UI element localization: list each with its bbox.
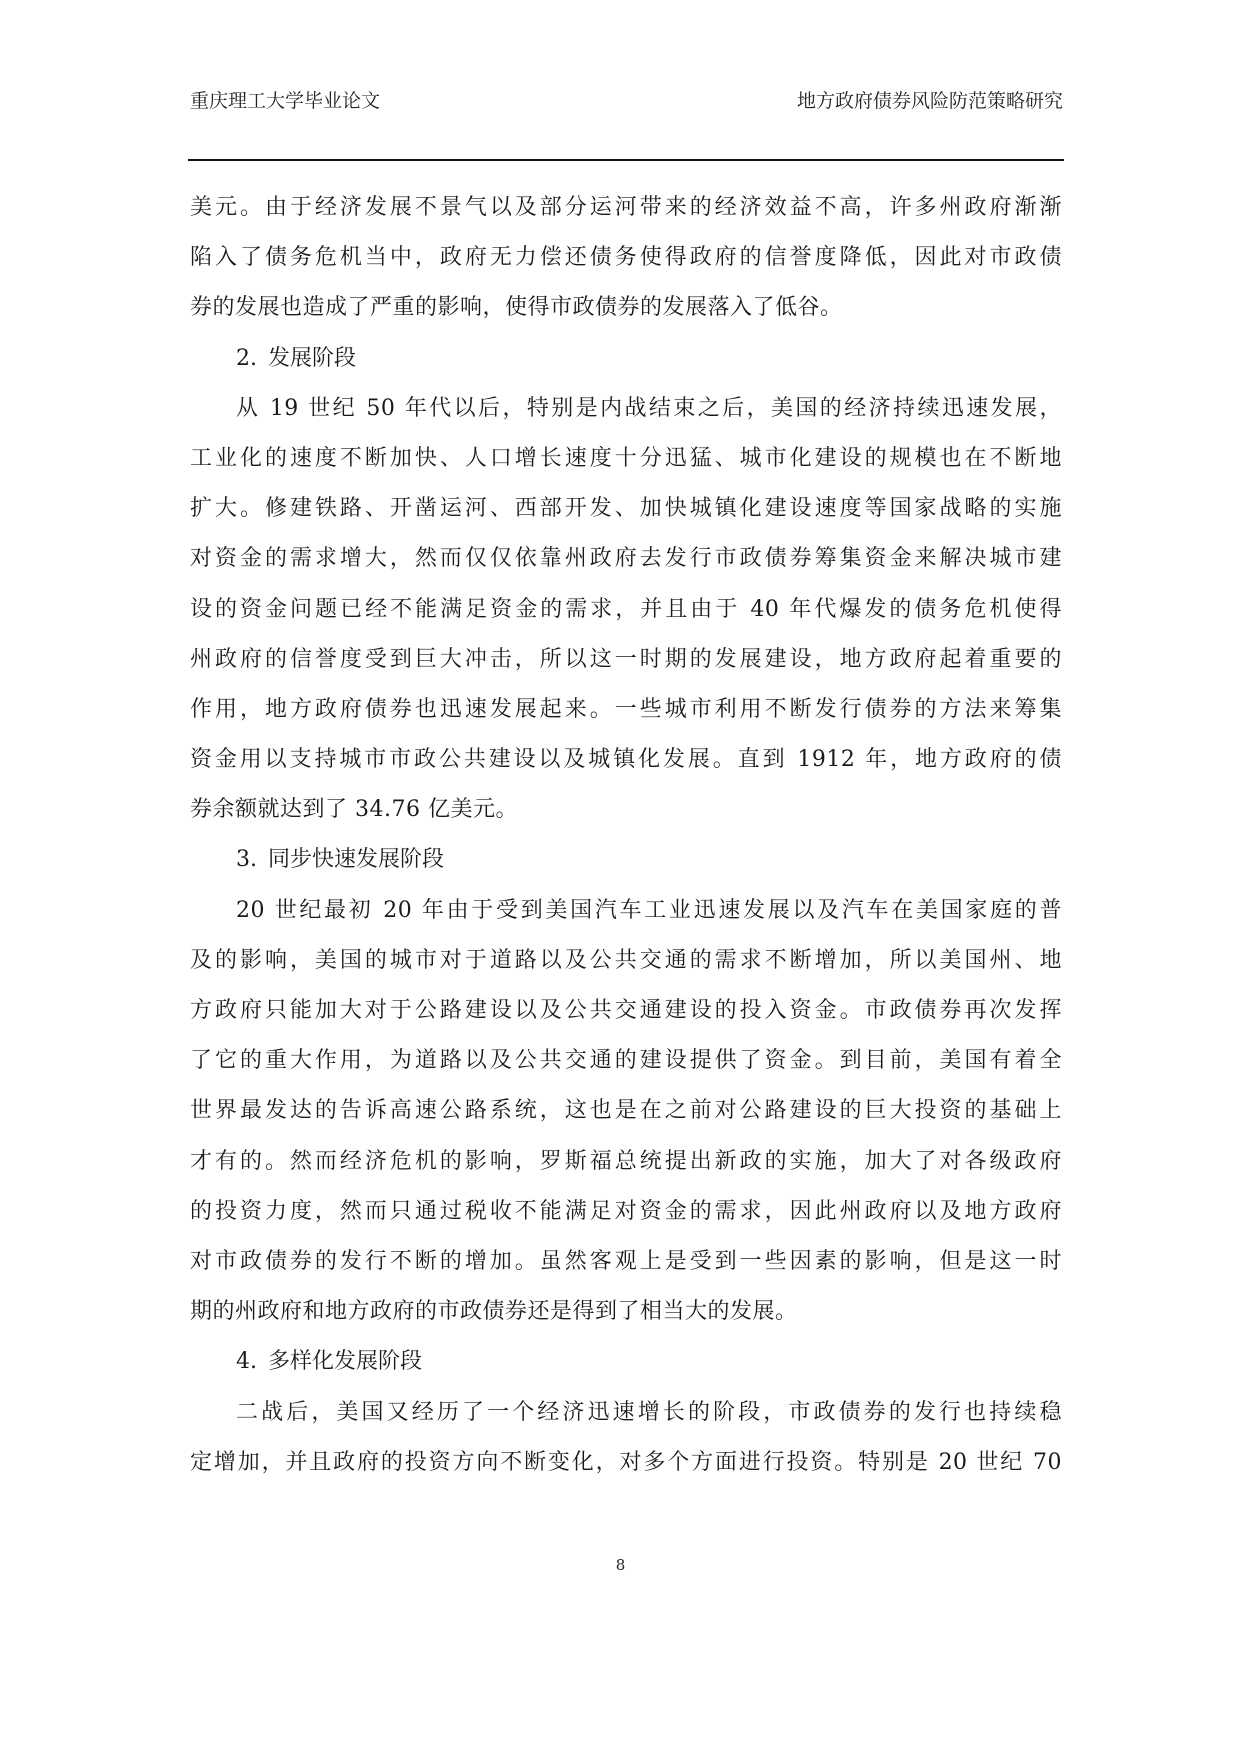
text-line: 设的资金问题已经不能满足资金的需求，并且由于 40 年代爆发的债务危机使得 xyxy=(190,596,1062,622)
text-line: 及的影响，美国的城市对于道路以及公共交通的需求不断增加，所以美国州、地 xyxy=(190,947,1062,973)
page-number: 8 xyxy=(615,1556,626,1574)
text-line: 券的发展也造成了严重的影响，使得市政债券的发展落入了低谷。 xyxy=(190,295,843,321)
text-line: 作用，地方政府债券也迅速发展起来。一些城市利用不断发行债券的方法来筹集 xyxy=(190,696,1062,722)
body-text xyxy=(190,183,1062,1488)
text-line: 方政府只能加大对于公路建设以及公共交通建设的投入资金。市政债券再次发挥 xyxy=(190,998,1062,1023)
paragraph-development-stage xyxy=(190,384,1062,836)
page-header xyxy=(190,86,1063,116)
header-paper-title: 地方政府债券风险防范策略研究 xyxy=(796,90,1063,112)
section-heading-2 xyxy=(190,334,1062,384)
text-line: 州政府的信誉度受到巨大冲击，所以这一时期的发展建设，地方政府起着重要的 xyxy=(190,646,1062,672)
text-line: 美元。由于经济发展不景气以及部分运河带来的经济效益不高，许多州政府渐渐 xyxy=(190,195,1062,220)
paragraph-diversified-development xyxy=(190,1388,1062,1488)
heading-number: 3. xyxy=(236,847,257,873)
section-heading-3 xyxy=(190,835,1062,885)
text-line: 陷入了债务危机当中，政府无力偿还债务使得政府的信誉度降低，因此对市政债 xyxy=(190,245,1062,271)
text-line: 券余额就达到了 34.76 亿美元。 xyxy=(190,797,518,823)
text-line: 世界最发达的告诉高速公路系统，这也是在之前对公路建设的巨大投资的基础上 xyxy=(190,1098,1062,1124)
text-line: 定增加，并且政府的投资方向不断变化，对多个方面进行投资。特别是 20 世纪 70 xyxy=(190,1449,1062,1475)
paragraph-rapid-development xyxy=(190,886,1062,1338)
heading-number: 2. xyxy=(236,345,257,371)
text-line: 扩大。修建铁路、开凿运河、西部开发、加快城镇化建设速度等国家战略的实施 xyxy=(190,496,1062,522)
text-line: 对资金的需求增大，然而仅仅依靠州政府去发行市政债券筹集资金来解决城市建 xyxy=(190,546,1062,572)
section-heading-4 xyxy=(190,1337,1062,1387)
text-line: 对市政债券的发行不断的增加。虽然客观上是受到一些因素的影响，但是这一时 xyxy=(190,1248,1062,1274)
heading-number: 4. xyxy=(236,1349,257,1375)
text-line: 才有的。然而经济危机的影响，罗斯福总统提出新政的实施，加大了对各级政府 xyxy=(190,1148,1062,1174)
text-line: 20 世纪最初 20 年由于受到美国汽车工业迅速发展以及汽车在美国家庭的普 xyxy=(236,897,1062,923)
header-thesis-title: 重庆理工大学毕业论文 xyxy=(190,90,381,112)
text-line: 期的州政府和地方政府的市政债券还是得到了相当大的发展。 xyxy=(190,1299,798,1325)
paragraph-continuation xyxy=(190,183,1062,334)
text-line: 从 19 世纪 50 年代以后，特别是内战结束之后，美国的经济持续迅速发展， xyxy=(236,395,1062,421)
heading-text: 发展阶段 xyxy=(268,345,357,371)
text-line: 了它的重大作用，为道路以及公共交通的建设提供了资金。到目前，美国有着全 xyxy=(190,1048,1062,1074)
text-line: 二战后，美国又经历了一个经济迅速增长的阶段，市政债券的发行也持续稳 xyxy=(236,1399,1062,1425)
text-line: 的投资力度，然而只通过税收不能满足对资金的需求，因此州政府以及地方政府 xyxy=(190,1198,1062,1224)
header-rule xyxy=(188,159,1064,161)
text-line: 资金用以支持城市市政公共建设以及城镇化发展。直到 1912 年，地方政府的债 xyxy=(190,747,1062,773)
heading-text: 多样化发展阶段 xyxy=(268,1349,423,1375)
text-line: 工业化的速度不断加快、人口增长速度十分迅猛、城市化建设的规模也在不断地 xyxy=(190,445,1062,471)
heading-text: 同步快速发展阶段 xyxy=(268,847,445,873)
